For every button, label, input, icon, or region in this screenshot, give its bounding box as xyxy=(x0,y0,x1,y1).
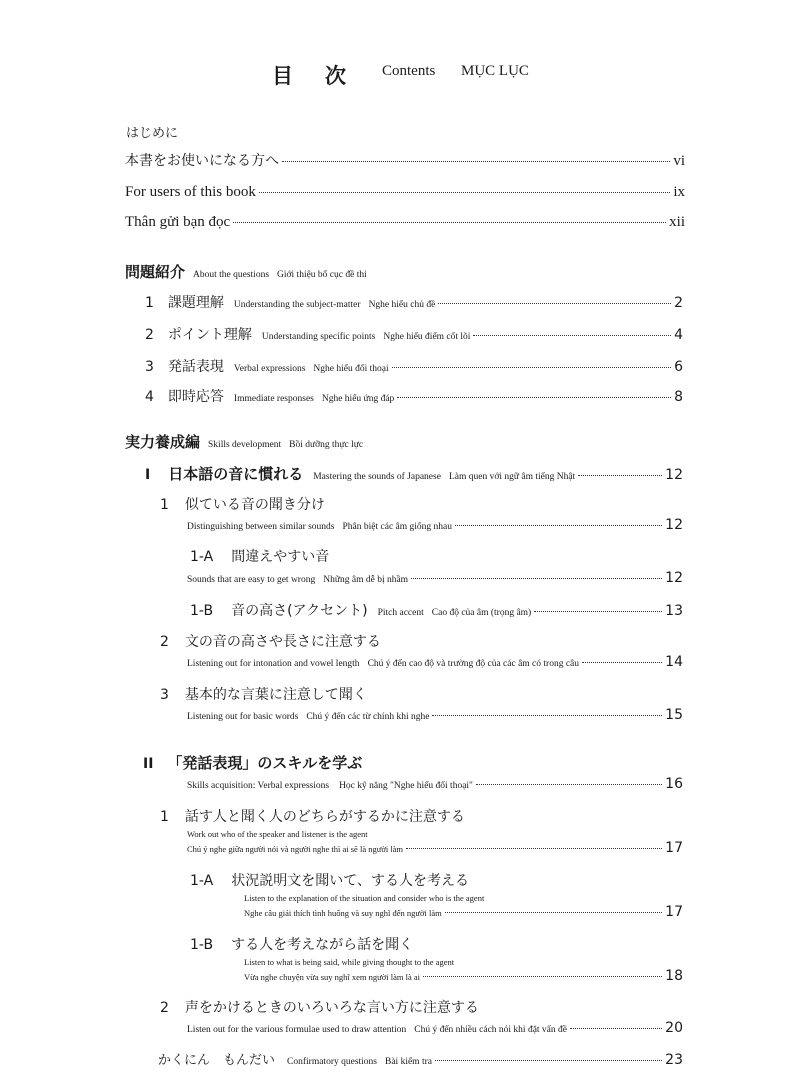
dot-leader xyxy=(406,848,662,849)
toc-page-number: xii xyxy=(669,214,685,230)
item-title-vi: Nghe hiểu chủ đề xyxy=(368,300,436,310)
item-description-vi: Chú ý nghe giữa người nói và người nghe thì ai sẽ là người làm xyxy=(187,844,404,854)
toc-page-number: 20 xyxy=(665,1020,683,1036)
subsection-heading[interactable] xyxy=(160,806,465,826)
subsection-heading[interactable] xyxy=(190,546,329,566)
item-title-jp: 発話表現 xyxy=(167,359,224,375)
item-description: Listening out for intonation and vowel length xyxy=(187,659,360,669)
toc-page-number: 12 xyxy=(665,467,683,483)
toc-entry[interactable] xyxy=(158,1049,683,1068)
item-number: 4 xyxy=(145,389,154,405)
item-description-vi: Những âm dễ bị nhầm xyxy=(323,575,409,585)
item-number: 2 xyxy=(160,634,169,650)
part-title-vi: Làm quen với ngữ âm tiếng Nhật xyxy=(448,472,576,482)
item-title-jp: 文の音の高さや長さに注意する xyxy=(184,634,381,650)
toc-page-number: 13 xyxy=(665,603,683,619)
item-description-vi: Học kỹ năng "Nghe hiểu đối thoại" xyxy=(339,781,473,791)
section-title-jp: 実力養成編 xyxy=(125,433,201,451)
confirm-title-jp: かくにん もんだい xyxy=(158,1053,276,1068)
item-title-vi: Nghe hiểu điểm cốt lõi xyxy=(383,332,471,342)
item-title-jp: 声をかけるときのいろいろな言い方に注意する xyxy=(184,1000,479,1016)
dot-leader xyxy=(570,1028,662,1029)
part-title-en: Mastering the sounds of Japanese xyxy=(313,472,441,482)
toc-entry[interactable] xyxy=(187,776,683,792)
dot-leader xyxy=(423,976,662,977)
title-vietnamese: MỤC LỤC xyxy=(461,63,529,79)
item-title-vi: Nghe hiểu đối thoại xyxy=(313,364,389,374)
toc-page-number: 23 xyxy=(665,1052,683,1068)
dot-leader xyxy=(282,161,670,162)
item-description-vi: Chú ý đến nhiều cách nói khi đặt vấn đề xyxy=(414,1025,567,1035)
item-title-jp: 課題理解 xyxy=(167,295,224,311)
toc-entry[interactable] xyxy=(187,1020,683,1036)
toc-page-number: ix xyxy=(673,184,685,200)
item-number: 1-B xyxy=(190,937,214,953)
section-title-jp: 問題紹介 xyxy=(125,263,186,281)
item-number: 1-A xyxy=(190,549,214,565)
toc-entry[interactable] xyxy=(125,150,685,170)
subsection-heading[interactable] xyxy=(160,997,479,1017)
toc-page-number: 12 xyxy=(665,570,683,586)
dot-leader xyxy=(578,475,662,476)
toc-page-number: 17 xyxy=(665,840,683,856)
toc-entry-title: For users of this book xyxy=(125,184,256,200)
section-title-vi: Giới thiệu bố cục đề thi xyxy=(277,270,367,280)
item-number: 1-A xyxy=(190,873,214,889)
item-title-jp: 話す人と聞く人のどちらがするかに注意する xyxy=(184,809,465,825)
item-description-vi: Vừa nghe chuyện vừa suy nghĩ xem người làm là ai xyxy=(244,972,420,982)
item-title-en: Understanding the subject-matter xyxy=(233,300,361,310)
item-title-jp: 即時応答 xyxy=(167,389,224,405)
dot-leader xyxy=(259,192,670,193)
part-number: II xyxy=(143,756,154,772)
toc-page-number: 18 xyxy=(665,968,683,984)
section-title-vi: Bồi dưỡng thực lực xyxy=(289,440,364,450)
item-title-jp: ポイント理解 xyxy=(167,327,252,343)
dot-leader xyxy=(411,578,662,579)
section-heading xyxy=(125,431,363,452)
toc-entry[interactable] xyxy=(145,324,683,344)
item-description-vi: Chú ý đến các từ chính khi nghe xyxy=(306,712,430,722)
toc-entry[interactable] xyxy=(145,356,683,376)
item-title-vi: Cao độ của âm (trọng âm) xyxy=(431,608,532,618)
toc-entry[interactable] xyxy=(187,840,683,856)
item-title-jp: 状況説明文を聞いて、する人を考える xyxy=(231,873,469,889)
item-number: 2 xyxy=(160,1000,169,1016)
toc-entry[interactable] xyxy=(145,463,683,484)
toc-page-number: 17 xyxy=(665,904,683,920)
item-description: Listen to what is being said, while giving thought to the agent xyxy=(244,957,455,967)
item-title-en: Immediate responses xyxy=(233,394,314,404)
toc-page-number: 6 xyxy=(674,359,683,375)
section-title-en: About the questions xyxy=(193,270,270,280)
item-number: 2 xyxy=(145,327,154,343)
dot-leader xyxy=(582,662,662,663)
dot-leader xyxy=(397,397,671,398)
item-description: Distinguishing between similar sounds xyxy=(187,522,335,532)
item-title-jp: する人を考えながら話を聞く xyxy=(231,937,414,953)
dot-leader xyxy=(473,335,671,336)
item-title-jp: 似ている音の聞き分け xyxy=(184,497,325,513)
item-description-vi: Phân biệt các âm giống nhau xyxy=(342,522,452,532)
item-description: Skills acquisition: Verbal expressions xyxy=(187,781,330,791)
dot-leader xyxy=(233,222,666,223)
item-description: Listen to the explanation of the situation and consider who is the agent xyxy=(244,893,485,903)
item-number: 1 xyxy=(145,295,154,311)
subsection-heading[interactable] xyxy=(160,494,325,514)
dot-leader xyxy=(534,611,662,612)
dot-leader xyxy=(392,367,671,368)
dot-leader xyxy=(476,784,662,785)
section-heading xyxy=(125,261,367,282)
item-description: Work out who of the speaker and listener is the agent xyxy=(187,829,368,839)
item-title-jp: 間違えやすい音 xyxy=(231,549,330,565)
item-description: Listening out for basic words xyxy=(187,712,299,722)
section-title-en: Skills development xyxy=(208,440,282,450)
item-title-en: Understanding specific points xyxy=(261,332,376,342)
item-number: 1 xyxy=(160,497,169,513)
toc-entry[interactable] xyxy=(187,707,683,723)
item-title-en: Verbal expressions xyxy=(233,364,306,374)
dot-leader xyxy=(432,715,662,716)
item-number: 3 xyxy=(160,687,169,703)
part-title-jp: 日本語の音に慣れる xyxy=(168,465,304,483)
toc-page-number: vi xyxy=(673,153,685,169)
part-number: I xyxy=(145,467,151,483)
toc-entry[interactable] xyxy=(187,654,683,670)
confirm-title-vi: Bài kiểm tra xyxy=(385,1057,432,1067)
toc-entry[interactable] xyxy=(145,292,683,312)
dot-leader xyxy=(438,303,671,304)
toc-page-number: 15 xyxy=(665,707,683,723)
toc-entry-title: Thân gửi bạn đọc xyxy=(125,214,231,230)
toc-page-number: 12 xyxy=(665,517,683,533)
confirm-title-en: Confirmatory questions xyxy=(287,1057,377,1067)
toc-entry[interactable] xyxy=(125,214,685,231)
toc-entry[interactable] xyxy=(244,904,683,920)
toc-entry[interactable] xyxy=(145,386,683,406)
toc-page-number: 8 xyxy=(674,389,683,405)
item-title-vi: Nghe hiểu ứng đáp xyxy=(321,394,395,404)
item-description: Listen out for the various formulae used to draw attention xyxy=(187,1025,407,1035)
item-number: 1-B xyxy=(190,603,214,619)
toc-entry[interactable] xyxy=(190,600,683,620)
dot-leader xyxy=(445,912,662,913)
toc-page-number: 14 xyxy=(665,654,683,670)
toc-entry[interactable] xyxy=(187,570,683,586)
page-title: 目次 xyxy=(272,64,378,88)
dot-leader xyxy=(435,1060,662,1061)
toc-entry-title: 本書をお使いになる方へ xyxy=(125,153,279,169)
item-title-jp: 基本的な言葉に注意して聞く xyxy=(184,687,367,703)
item-description-vi: Chú ý đến cao độ và trường độ của các âm có trong câu xyxy=(367,659,580,669)
toc-entry[interactable] xyxy=(244,968,683,984)
part-title-jp: 「発話表現」のスキルを学ぶ xyxy=(167,754,363,772)
subsection-heading[interactable] xyxy=(190,870,469,890)
dot-leader xyxy=(455,525,662,526)
item-title-en: Pitch accent xyxy=(377,608,424,618)
toc-entry[interactable] xyxy=(125,184,685,201)
toc-entry[interactable] xyxy=(187,517,683,533)
title-english: Contents xyxy=(382,63,436,79)
toc-page-number: 4 xyxy=(674,327,683,343)
toc-page-number: 2 xyxy=(674,295,683,311)
subsection-heading[interactable] xyxy=(160,684,367,704)
item-number: 3 xyxy=(145,359,154,375)
toc-page-number: 16 xyxy=(665,776,683,792)
item-number: 1 xyxy=(160,809,169,825)
part-heading[interactable] xyxy=(143,752,362,773)
subsection-heading[interactable] xyxy=(160,631,381,651)
intro-label: はじめに xyxy=(126,126,179,141)
item-title-jp: 音の高さ(アクセント) xyxy=(231,603,368,619)
item-description: Sounds that are easy to get wrong xyxy=(187,575,316,585)
subsection-heading[interactable] xyxy=(190,934,413,954)
item-description-vi: Nghe câu giải thích tình huống và suy nghĩ đến người làm xyxy=(244,908,442,918)
